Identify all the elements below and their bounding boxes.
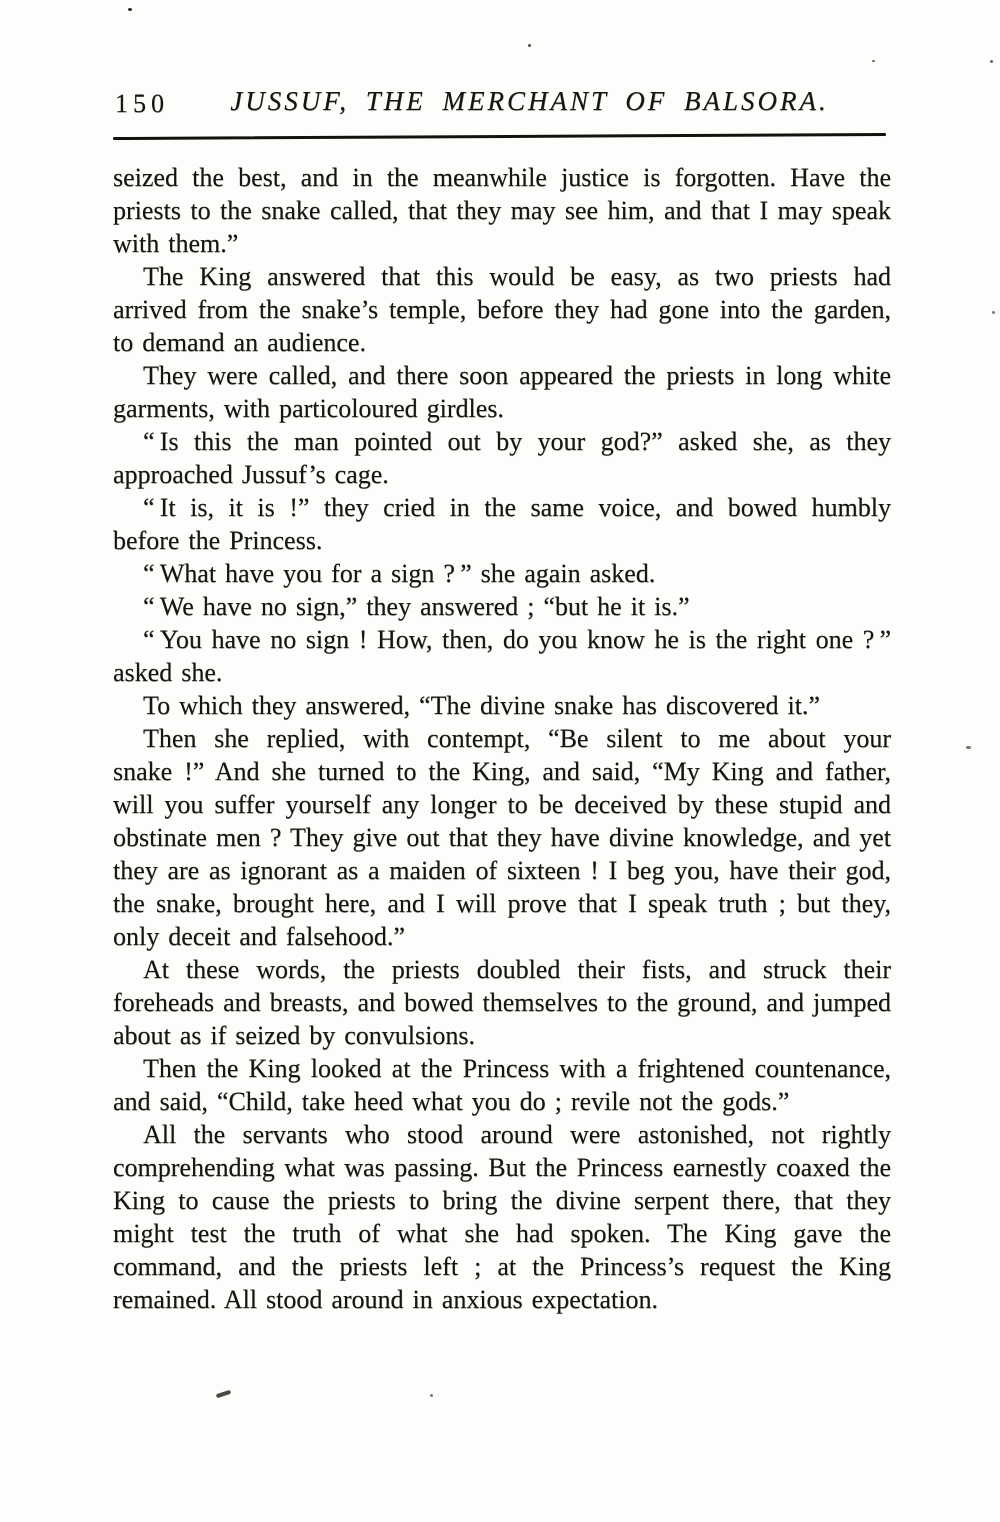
paragraph: Then the King looked at the Princess with a frightened countenance, and said, “Child, take heed what you do ; revile not the gods.” [113, 1054, 891, 1116]
paragraph: “ What have you for a sign ? ” she again asked. [143, 559, 656, 588]
scan-speck [990, 60, 993, 63]
paragraph: seized the best, and in the meanwhile justice is forgotten. Have the priests to the snake called, that they may see him, and that I may speak with them.” [113, 163, 891, 258]
running-header [113, 86, 886, 126]
paragraph: At these words, the priests doubled their fists, and struck their foreheads and breasts, and bowed themselves to the ground, and jumped about as if seized by convulsions. [113, 955, 891, 1050]
scan-pencil-mark [216, 1390, 232, 1398]
paragraph: All the servants who stood around were astonished, not rightly comprehending what was passing. But the Princess earnestly coaxed the King to cause the priests to bring the divine serpent there, that they might test the truth of what she had spoken. The King gave the command, and the priests left ; at the Princess’s request the King remained. All stood around in anxious expectation. [113, 1120, 891, 1314]
scan-speck [872, 60, 875, 62]
paragraph: They were called, and there soon appeared the priests in long white garments, with particoloured girdles. [113, 361, 891, 423]
paragraph: Then she replied, with contempt, “Be silent to me about your snake !” And she turned to the King, and said, “My King and father, will you suffer yourself any longer to be deceived by these stupid and obstinate men ? They give out that they have divine knowledge, and yet they are as ignorant as a maiden of sixteen ! I beg you, have their god, the snake, brought here, and I will prove that I speak truth ; but they, only deceit and falsehood.” [113, 724, 891, 951]
paragraph: “ It is, it is !” they cried in the same voice, and bowed humbly before the Princess. [113, 493, 891, 555]
page-number: 150 [115, 89, 169, 118]
paragraph: “ We have no sign,” they answered ; “but he it is.” [143, 592, 690, 621]
scan-speck [430, 1394, 433, 1397]
paragraph: “ You have no sign ! How, then, do you know he is the right one ? ” asked she. [113, 625, 891, 687]
scan-speck [128, 8, 132, 11]
header-rule [113, 133, 886, 140]
scan-speck [528, 44, 531, 47]
paragraph: “ Is this the man pointed out by your god?” asked she, as they approached Jussuf’s cage. [113, 427, 891, 489]
scan-speck [992, 311, 995, 314]
running-header-title: JUSSUF, THE MERCHANT OF BALSORA. [230, 86, 829, 116]
scan-speck [966, 746, 971, 749]
paragraph: The King answered that this would be easy, as two priests had arrived from the snake’s temple, before they had gone into the garden, to demand an audience. [113, 262, 891, 357]
page-text [113, 161, 891, 1316]
paragraph: To which they answered, “The divine snake has discovered it.” [143, 691, 820, 720]
